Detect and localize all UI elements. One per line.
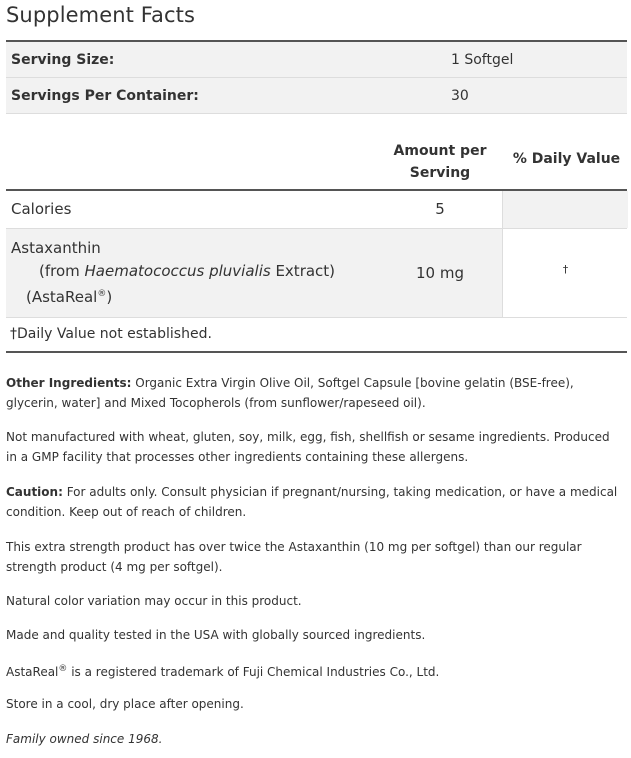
source-suffix: Extract) — [270, 262, 336, 280]
footnote-text: †Daily Value not established. — [10, 326, 212, 342]
dagger-mark: † — [562, 263, 569, 276]
calories-label: Calories — [11, 200, 72, 218]
nutrient-row-astaxanthin — [6, 229, 627, 318]
caution-text: For adults only. Consult physician if pregnant/nursing, taking medication, or have a medical condition. Keep out of reach of children. — [6, 485, 618, 519]
calories-amount: 5 — [435, 200, 445, 218]
astaxanthin-amount: 10 mg — [416, 264, 464, 282]
color-variation-statement: Natural color variation may occur in this product. — [6, 594, 302, 608]
serving-size-label: Serving Size: — [11, 51, 115, 68]
other-ingredients-label: Other Ingredients: — [6, 376, 132, 390]
astaxanthin-description — [11, 237, 335, 309]
serving-size-value: 1 Softgel — [451, 51, 514, 68]
brand-name: (AstaReal — [26, 288, 98, 306]
calories-daily-value — [502, 191, 628, 228]
servings-per-container-value: 30 — [451, 87, 469, 104]
caution-statement — [6, 483, 624, 522]
family-owned-statement: Family owned since 1968. — [6, 732, 163, 746]
storage-statement: Store in a cool, dry place after opening. — [6, 697, 244, 711]
brand-close: ) — [106, 288, 113, 306]
astaxanthin-label: Astaxanthin — [11, 239, 101, 257]
trademark-registered-mark: ® — [58, 664, 68, 674]
trademark-text: is a registered trademark of Fuji Chemical Industries Co., Ltd. — [67, 665, 440, 679]
caution-label: Caution: — [6, 485, 63, 499]
serving-size-row — [6, 42, 627, 78]
amount-header-line2: Serving — [409, 165, 471, 181]
source-species: Haematococcus pluvialis — [84, 262, 271, 280]
astaxanthin-daily-value — [502, 229, 628, 317]
serving-info-table — [6, 40, 627, 114]
strength-statement: This extra strength product has over twice the Astaxanthin (10 mg per softgel) than our regular strength product (4 mg per softgel). — [6, 540, 582, 574]
trademark-statement — [6, 660, 624, 683]
daily-value-header: % Daily Value — [512, 151, 621, 167]
astaxanthin-source — [11, 260, 335, 283]
allergen-statement: Not manufactured with wheat, gluten, soy, milk, egg, fish, shellfish or sesame ingredients. Produced in a GMP facility that processes other ingredients containing these allergens. — [6, 430, 610, 464]
other-ingredients-text: Organic Extra Virgin Olive Oil, Softgel Capsule [bovine gelatin (BSE-free), glycerin, water] and Mixed Tocopherols (from sunflower/rapeseed oil). — [6, 376, 574, 410]
amount-header-line1: Amount per — [393, 143, 487, 159]
servings-per-container-label: Servings Per Container: — [11, 87, 199, 104]
trademark-brand: AstaReal — [6, 665, 59, 679]
footnote-row — [6, 318, 627, 353]
other-ingredients — [6, 374, 624, 413]
nutrient-row-calories — [6, 191, 627, 229]
source-prefix: (from — [39, 262, 85, 280]
amount-per-serving-header — [384, 140, 496, 184]
registered-mark: ® — [97, 289, 107, 299]
made-in-usa-statement: Made and quality tested in the USA with globally sourced ingredients. — [6, 628, 426, 642]
servings-per-container-row — [6, 78, 627, 114]
nutrient-table-header — [6, 138, 627, 191]
page-title: Supplement Facts — [6, 3, 195, 27]
astaxanthin-brand — [11, 283, 335, 309]
